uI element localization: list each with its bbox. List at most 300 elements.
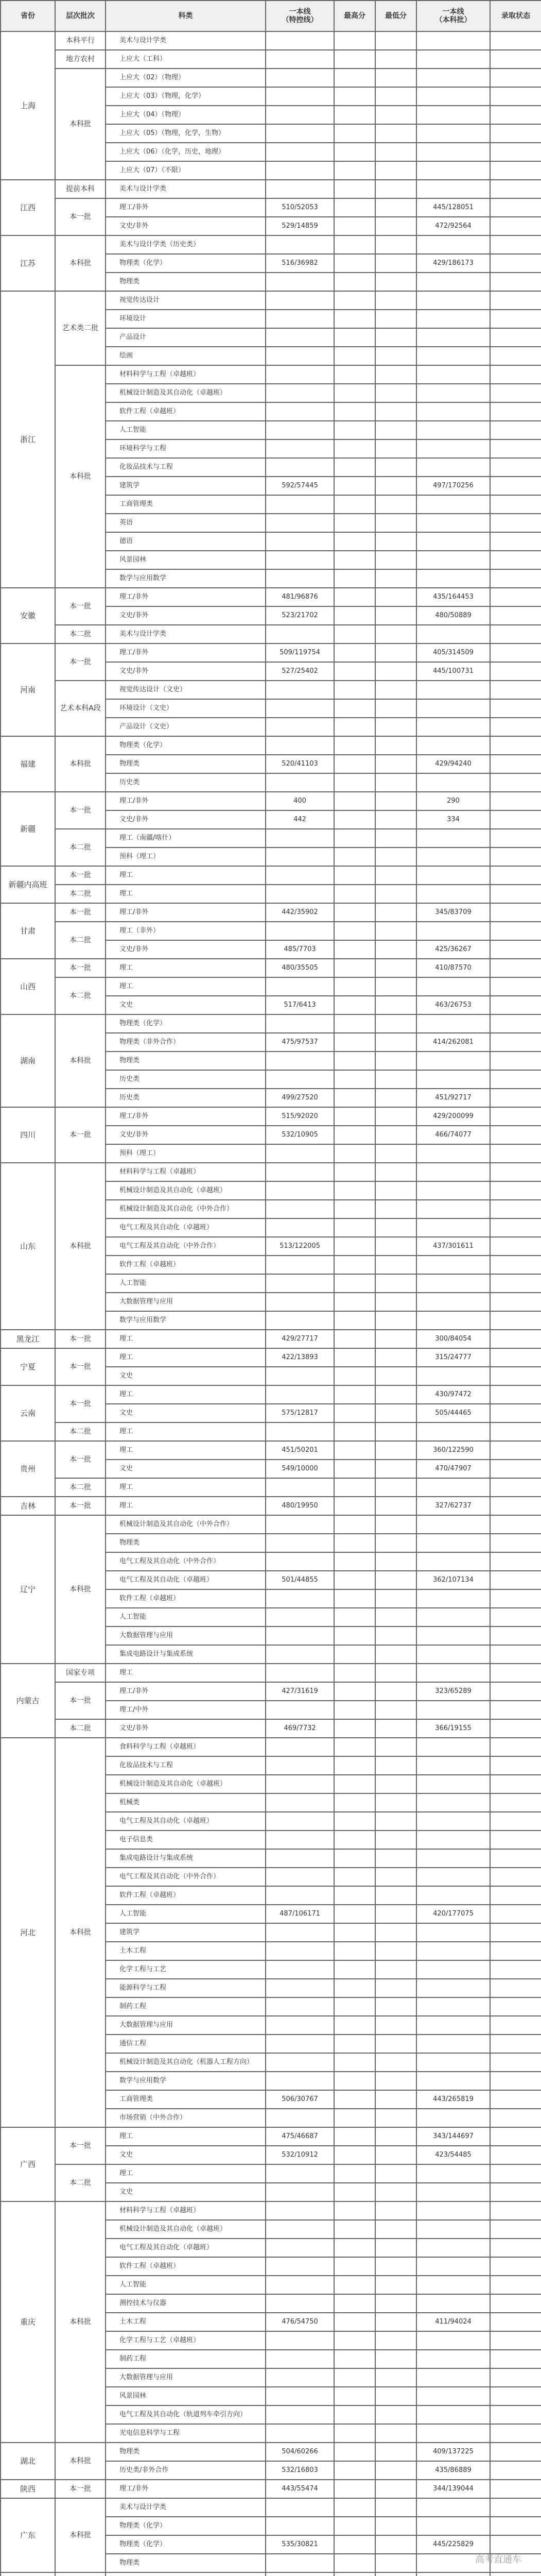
line2-score-cell: 366/19155 — [416, 1719, 490, 1738]
status-cell — [490, 1997, 541, 2016]
province-cell: 上海 — [1, 31, 55, 180]
status-cell — [490, 1701, 541, 1719]
highest-score-cell — [334, 1478, 375, 1497]
lowest-score-cell — [375, 2109, 416, 2127]
batch-cell: 本科批 — [55, 736, 106, 792]
line2-score-cell: 429/94240 — [416, 755, 490, 773]
province-cell: 江西 — [1, 180, 55, 235]
status-cell — [490, 2072, 541, 2090]
line2-score-cell: 445/100731 — [416, 662, 490, 681]
highest-score-cell — [334, 1682, 375, 1701]
subject-cell: 物理类（化学） — [106, 2535, 266, 2554]
subject-cell: 理工 — [106, 1497, 266, 1515]
status-cell — [490, 718, 541, 736]
status-cell — [490, 2016, 541, 2035]
status-cell — [490, 2480, 541, 2498]
line2-score-cell — [416, 977, 490, 996]
line1-score-cell: 442/35902 — [266, 903, 334, 922]
line1-score-cell — [266, 1181, 334, 1200]
batch-cell: 本二批 — [55, 829, 106, 866]
subject-cell: 美术与设计学类 — [106, 2498, 266, 2517]
status-cell — [490, 1645, 541, 1664]
status-cell — [490, 1256, 541, 1274]
line1-score-cell — [266, 1701, 334, 1719]
line2-score-cell — [416, 1979, 490, 1997]
line1-score-cell — [266, 1218, 334, 1237]
highest-score-cell — [334, 1960, 375, 1979]
status-cell — [490, 310, 541, 328]
subject-cell: 上应大（05）（物理，化学，生物） — [106, 124, 266, 143]
line2-score-cell — [416, 1849, 490, 1868]
lowest-score-cell — [375, 477, 416, 495]
line1-score-cell — [266, 569, 334, 588]
status-cell — [490, 1070, 541, 1089]
province-cell: 安徽 — [1, 588, 55, 643]
highest-score-cell — [334, 681, 375, 699]
highest-score-cell — [334, 1218, 375, 1237]
table-row — [1, 1163, 541, 1181]
highest-score-cell — [334, 198, 375, 217]
subject-cell: 理工 — [106, 1330, 266, 1348]
lowest-score-cell — [375, 1626, 416, 1645]
line1-score-cell — [266, 1645, 334, 1664]
batch-cell: 本二批 — [55, 2164, 106, 2201]
province-cell: 内蒙古 — [1, 1664, 55, 1738]
lowest-score-cell — [375, 2090, 416, 2109]
subject-cell: 理工（南疆/喀什） — [106, 829, 266, 848]
line2-score-cell — [416, 2331, 490, 2350]
line1-score-cell: 532/16803 — [266, 2461, 334, 2480]
highest-score-cell — [334, 495, 375, 514]
subject-cell: 数学与应用数学 — [106, 1311, 266, 1330]
highest-score-cell — [334, 1441, 375, 1460]
batch-cell: 本一批 — [55, 903, 106, 922]
subject-cell: 工商管理类 — [106, 495, 266, 514]
highest-score-cell — [334, 1626, 375, 1645]
status-cell — [490, 2387, 541, 2405]
line1-score-cell — [266, 2350, 334, 2368]
subject-cell: 大数据管理与应用 — [106, 1293, 266, 1311]
subject-cell: 美术与设计学类 — [106, 180, 266, 198]
subject-cell: 文史 — [106, 2183, 266, 2201]
highest-score-cell — [334, 1849, 375, 1868]
status-cell — [490, 1589, 541, 1608]
province-cell: 山东 — [1, 1163, 55, 1330]
status-cell — [490, 1404, 541, 1422]
status-cell — [490, 402, 541, 421]
highest-score-cell — [334, 2146, 375, 2164]
status-cell — [490, 2572, 541, 2576]
highest-score-cell — [334, 2461, 375, 2480]
status-cell — [490, 1497, 541, 1515]
line2-score-cell — [416, 1181, 490, 1200]
line2-score-cell — [416, 2053, 490, 2072]
line1-score-cell — [266, 1052, 334, 1070]
batch-cell: 本科批 — [55, 2443, 106, 2480]
table-row — [1, 829, 541, 848]
line1-score-cell: 499/27520 — [266, 1089, 334, 1107]
highest-score-cell — [334, 1033, 375, 1052]
status-cell — [490, 161, 541, 180]
line2-score-cell — [416, 365, 490, 384]
line2-score-cell: 437/301611 — [416, 1237, 490, 1256]
subject-cell: 化学工程与工艺（卓越班） — [106, 2331, 266, 2350]
line2-score-cell: 420/177075 — [416, 1905, 490, 1923]
subject-cell: 机械设计制造及其自动化（卓越班） — [106, 1775, 266, 1793]
line1-score-cell — [266, 273, 334, 291]
line1-score-cell — [266, 1163, 334, 1181]
lowest-score-cell — [375, 2146, 416, 2164]
batch-cell: 本一批 — [55, 1348, 106, 1385]
lowest-score-cell — [375, 1200, 416, 1218]
lowest-score-cell — [375, 1311, 416, 1330]
subject-cell: 集成电路设计与集成系统 — [106, 1849, 266, 1868]
line2-score-cell: 463/26753 — [416, 996, 490, 1014]
status-cell — [490, 2127, 541, 2146]
lowest-score-cell — [375, 2387, 416, 2405]
status-cell — [490, 1200, 541, 1218]
table-row — [1, 2164, 541, 2183]
subject-cell: 电子信息类 — [106, 1831, 266, 1849]
status-cell — [490, 106, 541, 124]
subject-cell: 软件工程（卓越班） — [106, 2257, 266, 2276]
status-cell — [490, 1126, 541, 1144]
subject-cell: 人工智能 — [106, 421, 266, 439]
line2-score-cell — [416, 885, 490, 903]
subject-cell: 文史/非外 — [106, 606, 266, 625]
line2-score-cell — [416, 273, 490, 291]
line2-score-cell — [416, 1923, 490, 1942]
batch-cell: 本一批 — [55, 643, 106, 681]
highest-score-cell — [334, 1608, 375, 1626]
lowest-score-cell — [375, 254, 416, 273]
line2-score-cell: 410/87570 — [416, 959, 490, 977]
line1-score-cell — [266, 866, 334, 885]
line2-score-cell — [416, 2072, 490, 2090]
lowest-score-cell — [375, 1831, 416, 1849]
highest-score-cell — [334, 1979, 375, 1997]
status-cell — [490, 1052, 541, 1070]
line1-score-cell: 513/122005 — [266, 1237, 334, 1256]
line1-score-cell: 527/25402 — [266, 662, 334, 681]
line2-score-cell — [416, 1367, 490, 1385]
subject-cell: 理工 — [106, 866, 266, 885]
highest-score-cell — [334, 2276, 375, 2294]
highest-score-cell — [334, 2572, 375, 2576]
line2-score-cell: 360/122590 — [416, 1441, 490, 1460]
line1-score-cell — [266, 551, 334, 569]
line2-score-cell — [416, 106, 490, 124]
line2-score-cell — [416, 310, 490, 328]
batch-cell: 本科批 — [55, 1014, 106, 1107]
line2-score-cell — [416, 347, 490, 365]
line2-score-cell — [416, 495, 490, 514]
line1-score-cell — [266, 1385, 334, 1404]
lowest-score-cell — [375, 1144, 416, 1163]
status-cell — [490, 2405, 541, 2424]
line2-score-cell — [416, 458, 490, 477]
highest-score-cell — [334, 625, 375, 643]
status-cell — [490, 829, 541, 848]
subject-cell: 土木工程 — [106, 1942, 266, 1960]
subject-cell: 物理类 — [106, 755, 266, 773]
status-cell — [490, 1608, 541, 1626]
highest-score-cell — [334, 2443, 375, 2461]
subject-cell: 物理类（化学） — [106, 1014, 266, 1033]
highest-score-cell — [334, 1126, 375, 1144]
line1-score-cell — [266, 885, 334, 903]
line2-score-cell — [416, 1293, 490, 1311]
line1-score-cell: 427/31619 — [266, 1682, 334, 1701]
line2-score-cell — [416, 1144, 490, 1163]
lowest-score-cell — [375, 1849, 416, 1868]
status-cell — [490, 588, 541, 606]
lowest-score-cell — [375, 718, 416, 736]
lowest-score-cell — [375, 2517, 416, 2535]
header-subject: 科类 — [106, 1, 266, 31]
highest-score-cell — [334, 1348, 375, 1367]
highest-score-cell — [334, 2368, 375, 2387]
highest-score-cell — [334, 829, 375, 848]
line2-score-cell — [416, 31, 490, 50]
subject-cell: 历史类 — [106, 1089, 266, 1107]
line2-score-cell — [416, 1738, 490, 1756]
status-cell — [490, 1385, 541, 1404]
batch-cell: 本一批 — [55, 959, 106, 977]
status-cell — [490, 291, 541, 310]
lowest-score-cell — [375, 2313, 416, 2331]
line2-score-cell — [416, 2220, 490, 2239]
line1-score-cell — [266, 1422, 334, 1441]
batch-cell: 本科批 — [55, 365, 106, 588]
line1-score-cell — [266, 1293, 334, 1311]
line1-score-cell: 509/119754 — [266, 643, 334, 662]
subject-cell: 视觉传达设计 — [106, 291, 266, 310]
status-cell — [490, 1571, 541, 1589]
subject-cell: 文史/非外 — [106, 810, 266, 829]
line1-score-cell — [266, 2201, 334, 2220]
subject-cell: 上应大（06）（化学，历史，地理） — [106, 143, 266, 161]
status-cell — [490, 439, 541, 458]
line1-score-cell — [266, 124, 334, 143]
lowest-score-cell — [375, 2331, 416, 2350]
lowest-score-cell — [375, 87, 416, 106]
status-cell — [490, 143, 541, 161]
lowest-score-cell — [375, 1070, 416, 1089]
batch-cell: 本一批 — [55, 1330, 106, 1348]
line2-score-cell — [416, 1960, 490, 1979]
status-cell — [490, 1033, 541, 1052]
highest-score-cell — [334, 1367, 375, 1385]
line2-score-cell — [416, 922, 490, 940]
status-cell — [490, 903, 541, 922]
subject-cell: 英语 — [106, 514, 266, 532]
line2-score-cell: 451/92717 — [416, 1089, 490, 1107]
subject-cell: 电气工程及其自动化（卓越班） — [106, 1218, 266, 1237]
line1-score-cell — [266, 681, 334, 699]
subject-cell: 理工 — [106, 959, 266, 977]
highest-score-cell — [334, 1515, 375, 1534]
line2-score-cell — [416, 2368, 490, 2387]
status-cell — [490, 1460, 541, 1478]
table-row — [1, 198, 541, 217]
subject-cell: 机械类 — [106, 1793, 266, 1812]
line2-score-cell: 425/36267 — [416, 940, 490, 959]
line2-score-cell: 443/265819 — [416, 2090, 490, 2109]
line1-score-cell — [266, 402, 334, 421]
line2-score-cell — [416, 2035, 490, 2053]
lowest-score-cell — [375, 2072, 416, 2090]
line2-score-cell — [416, 2183, 490, 2201]
highest-score-cell — [334, 1997, 375, 2016]
status-cell — [490, 662, 541, 681]
lowest-score-cell — [375, 699, 416, 718]
province-cell: 重庆 — [1, 2201, 55, 2443]
status-cell — [490, 1274, 541, 1293]
highest-score-cell — [334, 588, 375, 606]
batch-cell: 本一批 — [55, 2127, 106, 2164]
subject-cell: 理工 — [106, 1664, 266, 1682]
highest-score-cell — [334, 1163, 375, 1181]
line2-score-cell — [416, 551, 490, 569]
highest-score-cell — [334, 2220, 375, 2239]
subject-cell: 物理类（化学） — [106, 2517, 266, 2535]
status-cell — [490, 2331, 541, 2350]
table-row — [1, 50, 541, 69]
status-cell — [490, 1293, 541, 1311]
lowest-score-cell — [375, 310, 416, 328]
status-cell — [490, 2517, 541, 2535]
batch-cell: 本一批 — [55, 792, 106, 829]
line1-score-cell — [266, 2035, 334, 2053]
highest-score-cell — [334, 1571, 375, 1589]
subject-cell: 软件工程（卓越班） — [106, 1256, 266, 1274]
line2-score-cell — [416, 2405, 490, 2424]
status-cell — [490, 606, 541, 625]
table-row — [1, 903, 541, 922]
subject-cell: 上应大（04）（物理） — [106, 106, 266, 124]
subject-cell — [106, 2572, 266, 2576]
line2-score-cell — [416, 532, 490, 551]
line1-score-cell — [266, 1997, 334, 2016]
watermark-text: 高考直通车 — [475, 2554, 521, 2565]
subject-cell: 材料科学与工程（卓越班） — [106, 365, 266, 384]
lowest-score-cell — [375, 977, 416, 996]
highest-score-cell — [334, 996, 375, 1014]
line2-score-cell: 429/200099 — [416, 1107, 490, 1126]
line1-score-cell — [266, 977, 334, 996]
line2-score-cell: 445/128051 — [416, 198, 490, 217]
line2-score-cell — [416, 569, 490, 588]
line2-score-cell — [416, 2572, 490, 2576]
batch-cell: 本一批 — [55, 1107, 106, 1163]
subject-cell: 物理类（化学） — [106, 254, 266, 273]
highest-score-cell — [334, 291, 375, 310]
line2-score-cell — [416, 1868, 490, 1886]
highest-score-cell — [334, 458, 375, 477]
line2-score-cell: 435/164453 — [416, 588, 490, 606]
province-cell: 江苏 — [1, 235, 55, 291]
lowest-score-cell — [375, 2554, 416, 2572]
table-row — [1, 1478, 541, 1497]
highest-score-cell — [334, 50, 375, 69]
highest-score-cell — [334, 1330, 375, 1348]
batch-cell: 本科批 — [55, 1515, 106, 1664]
subject-cell: 物理类 — [106, 273, 266, 291]
status-cell — [490, 885, 541, 903]
line2-score-cell — [416, 291, 490, 310]
subject-cell: 风景园林 — [106, 2387, 266, 2405]
subject-cell: 环境设计（文史） — [106, 699, 266, 718]
table-row — [1, 959, 541, 977]
line2-score-cell: 362/107134 — [416, 1571, 490, 1589]
line1-score-cell — [266, 1534, 334, 1552]
subject-cell: 历史类 — [106, 773, 266, 792]
line2-score-cell — [416, 2276, 490, 2294]
line2-score-cell: 423/54485 — [416, 2146, 490, 2164]
line1-score-cell — [266, 2387, 334, 2405]
subject-cell: 电气工程及其自动化（中外合作） — [106, 1552, 266, 1571]
highest-score-cell — [334, 532, 375, 551]
status-cell — [490, 2257, 541, 2276]
province-cell: 宁夏 — [1, 1348, 55, 1385]
batch-cell: 本一批 — [55, 198, 106, 235]
status-cell — [490, 1478, 541, 1497]
highest-score-cell — [334, 755, 375, 773]
lowest-score-cell — [375, 439, 416, 458]
highest-score-cell — [334, 1107, 375, 1126]
subject-cell: 文史/非外 — [106, 662, 266, 681]
lowest-score-cell — [375, 885, 416, 903]
subject-cell: 大数据管理与应用 — [106, 2368, 266, 2387]
line2-score-cell — [416, 514, 490, 532]
line1-score-cell: 575/12817 — [266, 1404, 334, 1422]
line1-score-cell — [266, 439, 334, 458]
subject-cell: 化妆品技术与工程 — [106, 1756, 266, 1775]
lowest-score-cell — [375, 1645, 416, 1664]
subject-cell: 人工智能 — [106, 1274, 266, 1293]
subject-cell: 物理类 — [106, 2554, 266, 2572]
line2-score-cell — [416, 2164, 490, 2183]
subject-cell: 上应大（02）（物理） — [106, 69, 266, 87]
subject-cell: 大数据管理与应用 — [106, 2016, 266, 2035]
highest-score-cell — [334, 1793, 375, 1812]
status-cell — [490, 810, 541, 829]
line1-score-cell — [266, 2257, 334, 2276]
header-status: 录取状态 — [490, 1, 541, 31]
line1-score-cell — [266, 69, 334, 87]
subject-cell: 市场营销（中外合作） — [106, 2109, 266, 2127]
lowest-score-cell — [375, 1868, 416, 1886]
line1-score-cell — [266, 532, 334, 551]
status-cell — [490, 2164, 541, 2183]
status-cell — [490, 2053, 541, 2072]
highest-score-cell — [334, 1589, 375, 1608]
line2-score-cell — [416, 1422, 490, 1441]
lowest-score-cell — [375, 2498, 416, 2517]
line1-score-cell — [266, 106, 334, 124]
subject-cell: 物理类（非外合作） — [106, 1033, 266, 1052]
status-cell — [490, 643, 541, 662]
status-cell — [490, 254, 541, 273]
province-cell: 湖南 — [1, 1014, 55, 1107]
status-cell — [490, 2239, 541, 2257]
line1-score-cell: 506/30767 — [266, 2090, 334, 2109]
lowest-score-cell — [375, 588, 416, 606]
line2-score-cell — [416, 2201, 490, 2220]
subject-cell: 集成电路设计与集成系统 — [106, 1645, 266, 1664]
line1-score-cell — [266, 310, 334, 328]
